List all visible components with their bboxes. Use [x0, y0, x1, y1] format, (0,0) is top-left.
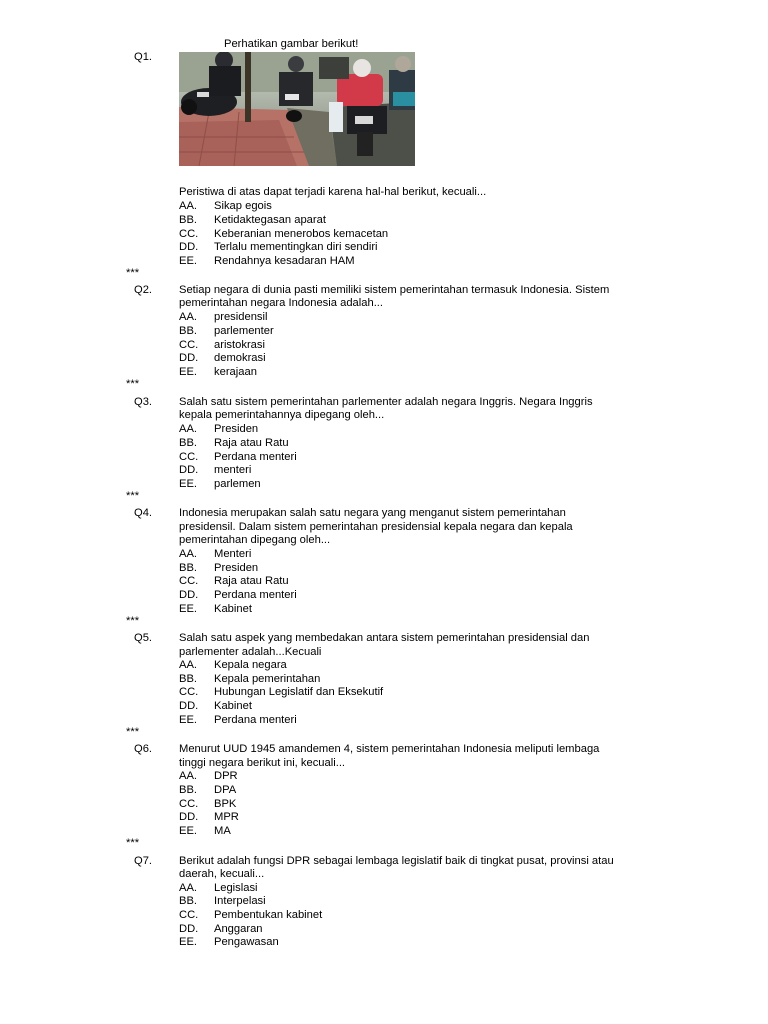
option-code: DD. [179, 352, 199, 364]
option-text: MPR [214, 811, 239, 823]
question-label-q5: Q5. [134, 632, 153, 644]
question-stem: pemerintahan dipegang oleh... [179, 534, 331, 546]
separator: *** [126, 726, 140, 738]
question-label-q7: Q7. [134, 855, 153, 867]
question-stem: Berikut adalah fungsi DPR sebagai lembaga legislatif baik di tingkat pusat, provinsi atau [179, 855, 614, 867]
option-text: Kepala negara [214, 659, 287, 671]
option-text: Terlalu mementingkan diri sendiri [214, 241, 378, 253]
question-stem: pemerintahan negara Indonesia adalah... [179, 297, 384, 309]
option-code: EE. [179, 366, 198, 378]
question-stem: parlementer adalah...Kecuali [179, 646, 322, 658]
option-code: DD. [179, 700, 199, 712]
option-text: parlemen [214, 478, 261, 490]
option-text: DPR [214, 770, 238, 782]
question-stem: Setiap negara di dunia pasti memiliki sistem pemerintahan termasuk Indonesia. Sistem [179, 284, 610, 296]
option-code: DD. [179, 241, 199, 253]
option-text: Keberanian menerobos kemacetan [214, 228, 389, 240]
option-text: Legislasi [214, 882, 258, 894]
option-text: kerajaan [214, 366, 257, 378]
option-code: AA. [179, 423, 198, 435]
option-text: Presiden [214, 423, 259, 435]
option-text: demokrasi [214, 352, 266, 364]
option-text: Menteri [214, 548, 252, 560]
option-text: Presiden [214, 562, 259, 574]
question-stem: kepala pemerintahannya dipegang oleh... [179, 409, 385, 421]
option-code: CC. [179, 686, 199, 698]
question-stem: Peristiwa di atas dapat terjadi karena hal-hal berikut, kecuali... [179, 186, 487, 198]
option-code: DD. [179, 811, 199, 823]
option-text: Kabinet [214, 700, 252, 712]
option-code: EE. [179, 936, 198, 948]
question-label-q6: Q6. [134, 743, 153, 755]
option-text: Pembentukan kabinet [214, 909, 323, 921]
question-label-q4: Q4. [134, 507, 153, 519]
option-code: AA. [179, 200, 198, 212]
question-stem: Indonesia merupakan salah satu negara yang menganut sistem pemerintahan [179, 507, 566, 519]
option-code: BB. [179, 895, 198, 907]
option-text: Perdana menteri [214, 714, 297, 726]
option-text: presidensil [214, 311, 268, 323]
separator: *** [126, 378, 140, 390]
option-text: BPK [214, 798, 237, 810]
option-code: DD. [179, 923, 199, 935]
option-code: AA. [179, 770, 198, 782]
option-code: EE. [179, 478, 198, 490]
option-code: AA. [179, 882, 198, 894]
question-label-q3: Q3. [134, 396, 153, 408]
option-code: EE. [179, 714, 198, 726]
option-text: Raja atau Ratu [214, 437, 289, 449]
option-code: BB. [179, 437, 198, 449]
option-code: CC. [179, 798, 199, 810]
separator: *** [126, 490, 140, 502]
question-label-q1: Q1. [134, 51, 153, 63]
option-text: Kepala pemerintahan [214, 673, 321, 685]
option-code: CC. [179, 228, 199, 240]
traffic-photo [179, 52, 415, 166]
option-text: Perdana menteri [214, 451, 297, 463]
intro-heading: Perhatikan gambar berikut! [224, 38, 359, 50]
question-stem: tinggi negara berikut ini, kecuali... [179, 757, 346, 769]
option-text: aristokrasi [214, 339, 265, 351]
option-code: CC. [179, 575, 199, 587]
question-stem: presidensil. Dalam sistem pemerintahan presidensial kepala negara dan kepala [179, 521, 573, 533]
question-label-q2: Q2. [134, 284, 153, 296]
separator: *** [126, 837, 140, 849]
option-code: DD. [179, 589, 199, 601]
option-code: AA. [179, 548, 198, 560]
option-text: Kabinet [214, 603, 252, 615]
option-text: DPA [214, 784, 237, 796]
option-code: BB. [179, 325, 198, 337]
option-text: menteri [214, 464, 252, 476]
option-code: DD. [179, 464, 199, 476]
option-text: Sikap egois [214, 200, 272, 212]
question-stem: Salah satu sistem pemerintahan parlementer adalah negara Inggris. Negara Inggris [179, 396, 593, 408]
option-code: EE. [179, 255, 198, 267]
option-text: Anggaran [214, 923, 263, 935]
option-code: BB. [179, 214, 198, 226]
separator: *** [126, 615, 140, 627]
option-text: parlementer [214, 325, 274, 337]
option-text: Pengawasan [214, 936, 279, 948]
option-text: Rendahnya kesadaran HAM [214, 255, 355, 267]
option-code: AA. [179, 311, 198, 323]
option-code: CC. [179, 339, 199, 351]
question-stem: Menurut UUD 1945 amandemen 4, sistem pemerintahan Indonesia meliputi lembaga [179, 743, 600, 755]
option-text: Perdana menteri [214, 589, 297, 601]
option-code: BB. [179, 784, 198, 796]
separator: *** [126, 267, 140, 279]
question-stem: Salah satu aspek yang membedakan antara sistem pemerintahan presidensial dan [179, 632, 590, 644]
option-code: EE. [179, 825, 198, 837]
option-text: Ketidaktegasan aparat [214, 214, 326, 226]
option-text: Hubungan Legislatif dan Eksekutif [214, 686, 384, 698]
option-text: Interpelasi [214, 895, 266, 907]
option-code: BB. [179, 562, 198, 574]
option-text: Raja atau Ratu [214, 575, 289, 587]
option-text: MA [214, 825, 231, 837]
option-code: BB. [179, 673, 198, 685]
question-stem: daerah, kecuali... [179, 868, 265, 880]
option-code: CC. [179, 909, 199, 921]
option-code: CC. [179, 451, 199, 463]
option-code: EE. [179, 603, 198, 615]
option-code: AA. [179, 659, 198, 671]
